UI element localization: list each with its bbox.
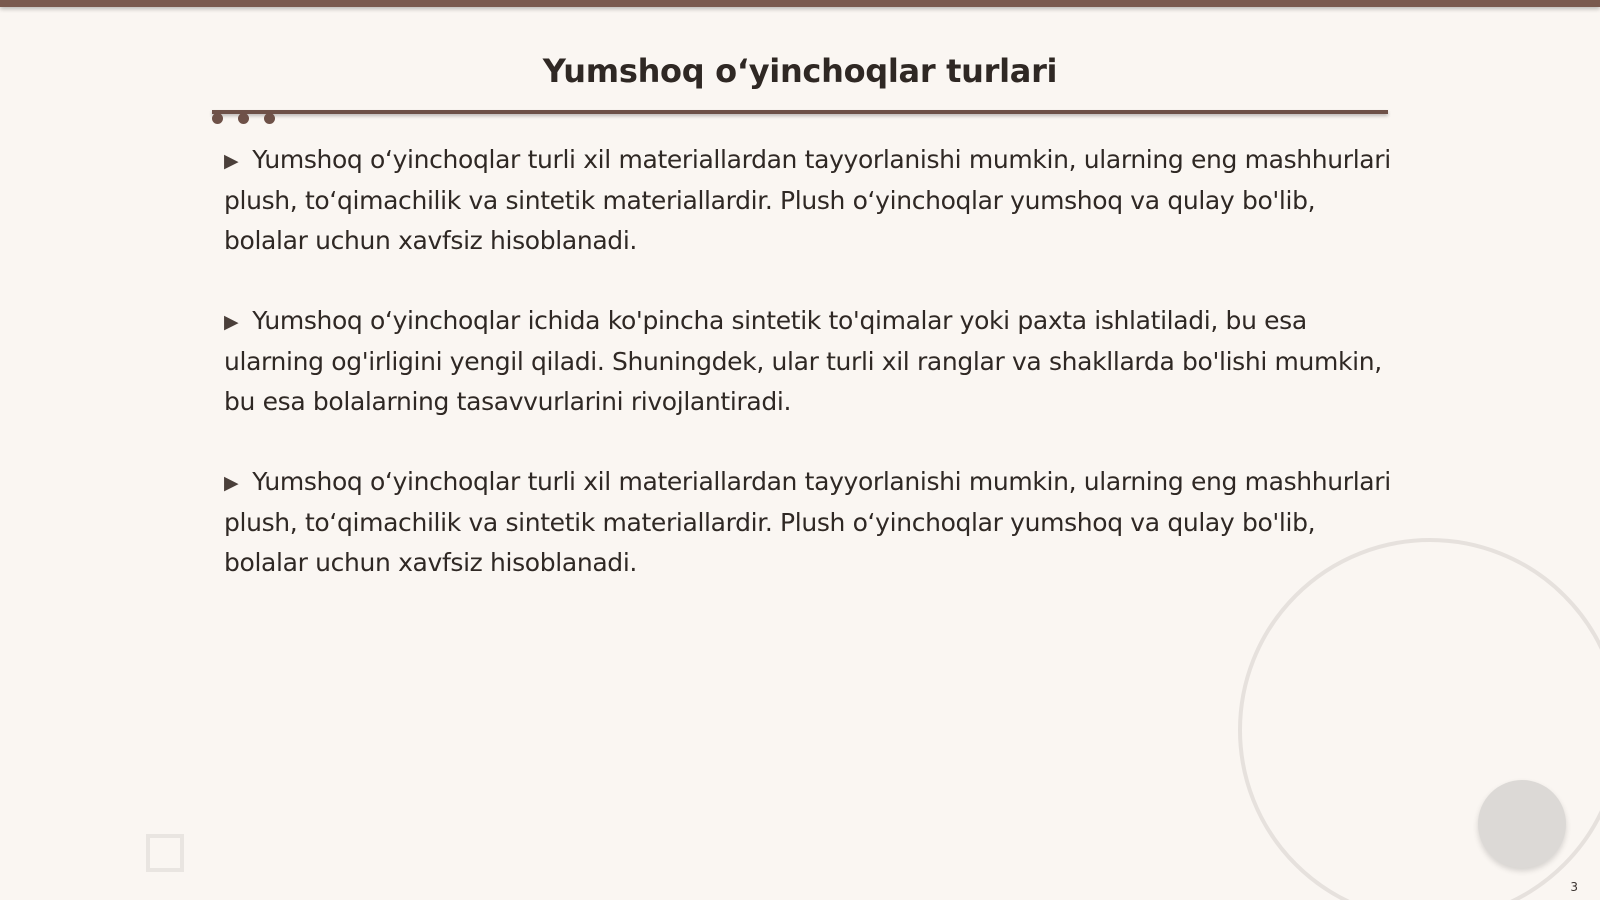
bullet-item — [224, 140, 1394, 261]
title-divider — [212, 110, 1388, 114]
decorative-disc — [1478, 780, 1566, 868]
divider-dot — [238, 113, 249, 124]
decorative-square — [146, 834, 184, 872]
bullet-item — [224, 462, 1394, 583]
bullet-text: Yumshoq o‘yinchoqlar turli xil materiallardan tayyorlanishi mumkin, ularning eng mashhurlari plush, to‘qimachilik va sintetik materiallardir. Plush o‘yinchoqlar yumshoq va qulay bo'lib, bolalar uchun xavfsiz hisoblanadi. — [224, 467, 1391, 577]
slide-title: Yumshoq o‘yinchoqlar turlari — [542, 52, 1058, 90]
triangle-right-icon: ▶ — [224, 150, 239, 172]
bullet-text: Yumshoq o‘yinchoqlar ichida ko'pincha sintetik to'qimalar yoki paxta ishlatiladi, bu esa ularning og'irligini yengil qiladi. Shuningdek, ular turli xil ranglar va shakllarda bo'lishi mumkin, bu esa bolalarning tasavvurlarini rivojlantiradi. — [224, 306, 1382, 416]
divider-dot — [212, 113, 223, 124]
triangle-right-icon: ▶ — [224, 472, 239, 494]
divider-dot — [264, 113, 275, 124]
page-number: 3 — [1570, 880, 1578, 894]
bullet-text: Yumshoq o‘yinchoqlar turli xil materiallardan tayyorlanishi mumkin, ularning eng mashhurlari plush, to‘qimachilik va sintetik materiallardir. Plush o‘yinchoqlar yumshoq va qulay bo'lib, bolalar uchun xavfsiz hisoblanadi. — [224, 145, 1391, 255]
bullet-item — [224, 301, 1394, 422]
top-accent-bar — [0, 0, 1600, 7]
slide-content — [224, 140, 1394, 623]
triangle-right-icon: ▶ — [224, 311, 239, 333]
